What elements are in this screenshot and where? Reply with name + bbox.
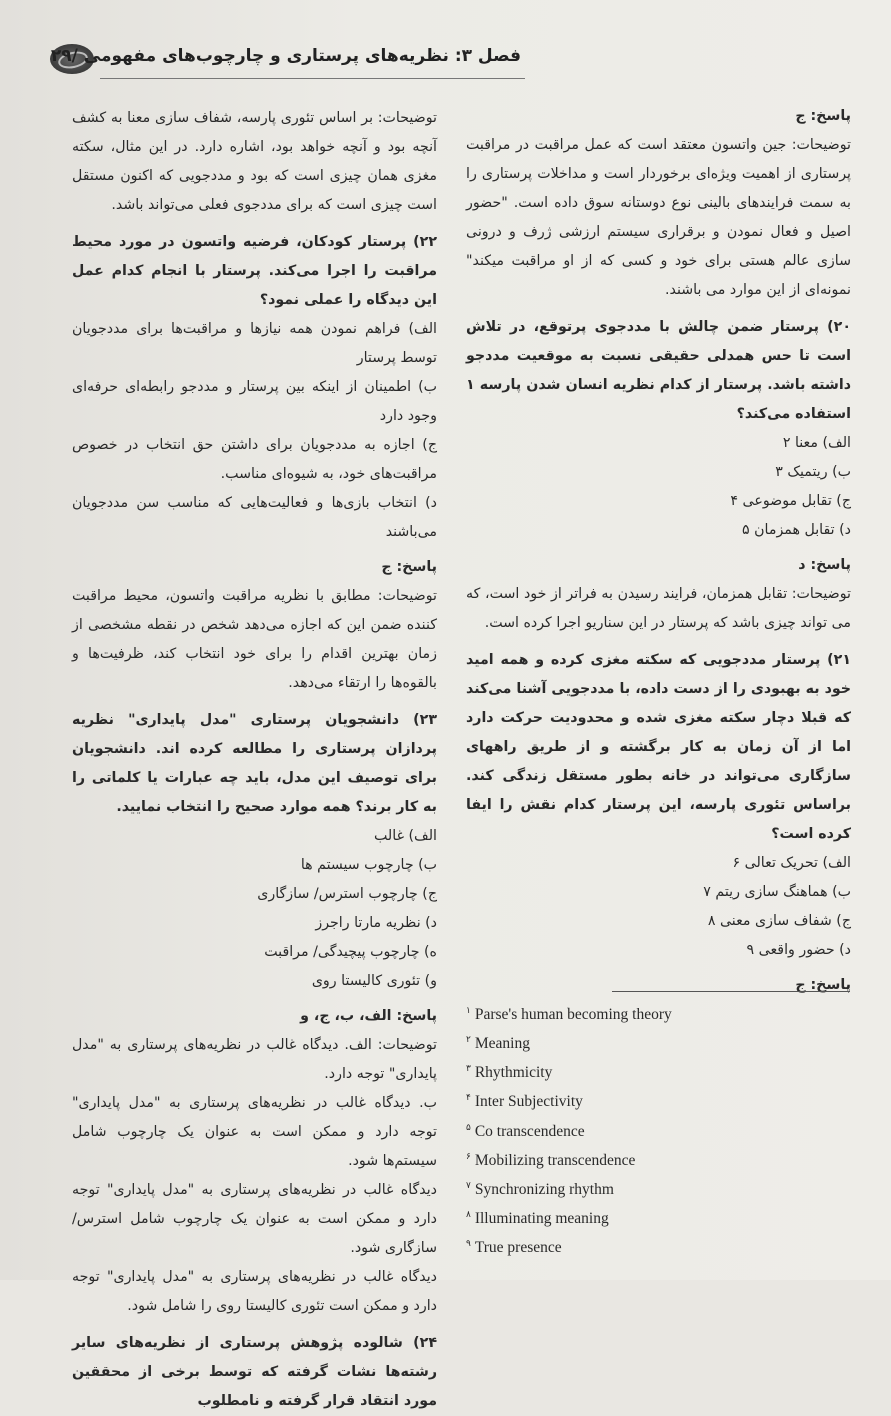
page-header <box>50 38 521 80</box>
footnote-number: ۲ <box>466 1034 471 1045</box>
footnote-item <box>466 998 856 1027</box>
option-text: ج) شفاف سازی معنی ۸ <box>707 913 851 929</box>
paragraph-text: توضیحات: جین واتسون معتقد است که عمل مراقبت در مراقبت پرستاری از اهمیت ویژه‌ای برخوردار است و مداخلات پرستاری را به سمت فرایندهای بالینی نوع دوستانه سوق داده است. "حضور اصیل و فعال نمودن و برقراری سیستم ارزشی ژرف و درونی سازی عالم هستی برای خود و کسی که از او مراقبت میکند" نمونه‌ای از این موارد می باشند. <box>466 137 851 298</box>
paragraph-text: ب. دیدگاه غالب در نظریه‌های پرستاری به "مدل پایداری" توجه دارد و ممکن است به عنوان یک چارچوب شامل سیستم‌ها شود. <box>72 1095 437 1169</box>
option-text: ب) چارچوب سیستم ها <box>300 857 437 873</box>
right-column <box>466 96 851 1000</box>
option-text: ب) ریتمیک ۳ <box>775 464 851 480</box>
spacer <box>72 220 437 228</box>
footnote-item <box>466 1027 856 1056</box>
chapter-title: فصل ۳: نظریه‌های پرستاری و چارچوب‌های مفهومی /۲۹ <box>50 46 521 66</box>
paragraph-text: توضیحات: الف. دیدگاه غالب در نظریه‌های پرستاری به "مدل پایداری" توجه دارد. <box>72 1037 437 1082</box>
header-divider <box>100 78 525 79</box>
footnote-text: Co transcendence <box>474 1122 585 1140</box>
footnote-number: ۷ <box>466 1179 471 1190</box>
paragraph-text: دیدگاه غالب در نظریه‌های پرستاری به "مدل پایداری" توجه دارد و ممکن است به عنوان یک چارچوب شامل استرس/ سازگاری شود. <box>72 1182 437 1256</box>
answer-text: پاسخ: ج <box>381 559 437 575</box>
footnote-item <box>466 1144 856 1173</box>
footnote-item <box>466 1202 856 1231</box>
option-text: د) نظریه مارتا راجرز <box>315 915 437 931</box>
footnote-item <box>466 1173 856 1202</box>
paragraph-text: الف) فراهم نمودن همه نیازها و مراقبت‌ها برای مددجویان توسط پرستار <box>72 321 437 366</box>
option-text: ه) چارچوب پیچیدگی/ مراقبت <box>264 944 437 960</box>
option-text: ج) چارچوب استرس/ سازگاری <box>257 886 437 902</box>
footnote-divider <box>612 991 850 992</box>
question-text: ۲۰) پرستار ضمن چالش با مددجوی پرتوقع، در تلاش است تا حس همدلی حقیقی نسبت به موقعیت مددجو داشته باشد. پرستار از کدام نظریه انسان شدن پارسه ۱ استفاده می‌کند؟ <box>466 319 851 422</box>
answer-text: پاسخ: د <box>798 557 851 573</box>
footnote-number: ۵ <box>466 1121 471 1132</box>
footnote-number: ۳ <box>466 1063 471 1074</box>
footnote-text: Synchronizing rhythm <box>474 1181 614 1199</box>
option-text: د) حضور واقعی ۹ <box>746 942 851 958</box>
footnote-text: Rhythmicity <box>474 1064 553 1082</box>
footnote-number: ۴ <box>466 1092 471 1103</box>
footnote-item <box>466 1231 856 1260</box>
spacer <box>466 305 851 313</box>
spacer <box>466 638 851 646</box>
footnote-item <box>466 1056 856 1085</box>
option-text: د) تقابل همزمان ۵ <box>741 522 851 538</box>
question-text: ۲۴) شالوده پژوهش پرستاری از نظریه‌های سایر رشته‌ها نشات گرفته که توسط برخی از محققین مورد انتقاد قرار گرفته و نامطلوب <box>72 1335 437 1409</box>
footnote-text: Meaning <box>474 1035 530 1053</box>
option-text: ج) تقابل موضوعی ۴ <box>730 493 851 509</box>
option-text: الف) تحریک تعالی ۶ <box>732 855 851 871</box>
option-text: ب) هماهنگ سازی ریتم ۷ <box>703 884 851 900</box>
footnote-item <box>466 1115 856 1144</box>
option-text: الف) معنا ۲ <box>782 435 851 451</box>
footnote-number: ۹ <box>466 1238 471 1249</box>
question-text: ۲۲) پرستار کودکان، فرضیه واتسون در مورد محیط مراقبت را اجرا می‌کند. پرستار با انجام کدام عمل این دیدگاه را عملی نمود؟ <box>72 234 437 308</box>
paragraph-text: د) انتخاب بازی‌ها و فعالیت‌هایی که مناسب سن مددجویان می‌باشند <box>72 495 437 540</box>
footnote-text: Mobilizing transcendence <box>474 1151 636 1169</box>
left-column <box>72 104 437 1416</box>
spacer <box>72 1321 437 1329</box>
footnote-text: Illuminating meaning <box>474 1210 609 1228</box>
paragraph-text: دیدگاه غالب در نظریه‌های پرستاری به "مدل پایداری" توجه دارد و ممکن است تئوری کالیستا روی را شامل شود. <box>72 1269 437 1314</box>
footnote-number: ۸ <box>466 1209 471 1220</box>
question-text: ۲۱) پرستار مددجویی که سکته مغزی کرده و همه امید خود به بهبودی را از دست داده، با مددجویی آشنا می‌کند که قبلا دچار سکته مغزی شده و محدودیت حرکت دارد اما از آن زمان به کار برگشته و از طریق راههای سازگاری می‌تواند در خانه بطور مستقل زندگی کند. براساس تئوری پارسه، این پرستار کدام نقش را ایفا کرده است؟ <box>466 652 851 842</box>
footnote-number: ۶ <box>466 1150 471 1161</box>
option-text: و) تئوری کالیستا روی <box>311 973 437 989</box>
answer-text: پاسخ: ج <box>795 108 851 124</box>
spacer <box>72 698 437 706</box>
answer-text: پاسخ: ج <box>795 977 851 993</box>
question-text: ۲۳) دانشجویان پرستاری "مدل پایداری" نظریه پردازان پرستاری را مطالعه کرده اند. دانشجویان برای توصیف این مدل، باید چه عبارات یا کلماتی را به کار برند؟ همه موارد صحیح را انتخاب نمایید. <box>72 712 437 815</box>
footnote-item <box>466 1085 856 1114</box>
paragraph-text: توضیحات: مطابق با نظریه مراقبت واتسون، محیط مراقبت کننده ضمن این که اجازه می‌دهد شخص در نقطه مشخصی از زمان بهترین اقدام را برای خود انتخاب کند، ظرفیت‌ها و بالقوه‌ها را ارتقاء می‌دهد. <box>72 588 437 691</box>
footnote-text: Parse's human becoming theory <box>474 1006 672 1024</box>
paragraph-text: توضیحات: بر اساس تئوری پارسه، شفاف سازی معنا به کشف آنچه بود و آنچه خواهد بود، اشاره دارد. در این مثال، سکته مغزی همان چیزی است که بود و مددجویی که اکنون مستقل است چیزی است که برای مددجوی فعلی می‌تواند باشد. <box>72 110 437 213</box>
answer-text: پاسخ: الف، ب، ج، و <box>300 1008 437 1024</box>
paragraph-text: ب) اطمینان از اینکه بین پرستار و مددجو رابطه‌ای حرفه‌ای وجود دارد <box>72 379 437 424</box>
footnote-text: Inter Subjectivity <box>474 1093 583 1111</box>
footnote-number: ۱ <box>466 1005 471 1015</box>
paragraph-text: ج) اجازه به مددجویان برای داشتن حق انتخاب در خصوص مراقبت‌های خود، به شیوه‌ای مناسب. <box>72 437 437 482</box>
option-text: الف) غالب <box>374 828 437 844</box>
paragraph-text: توضیحات: تقابل همزمان، فرایند رسیدن به فراتر از خود است، که می تواند چیزی باشد که پرستار در این سناریو اجرا کرده است. <box>466 586 851 631</box>
footnote-text: True presence <box>474 1239 562 1257</box>
footnotes <box>466 998 856 1260</box>
